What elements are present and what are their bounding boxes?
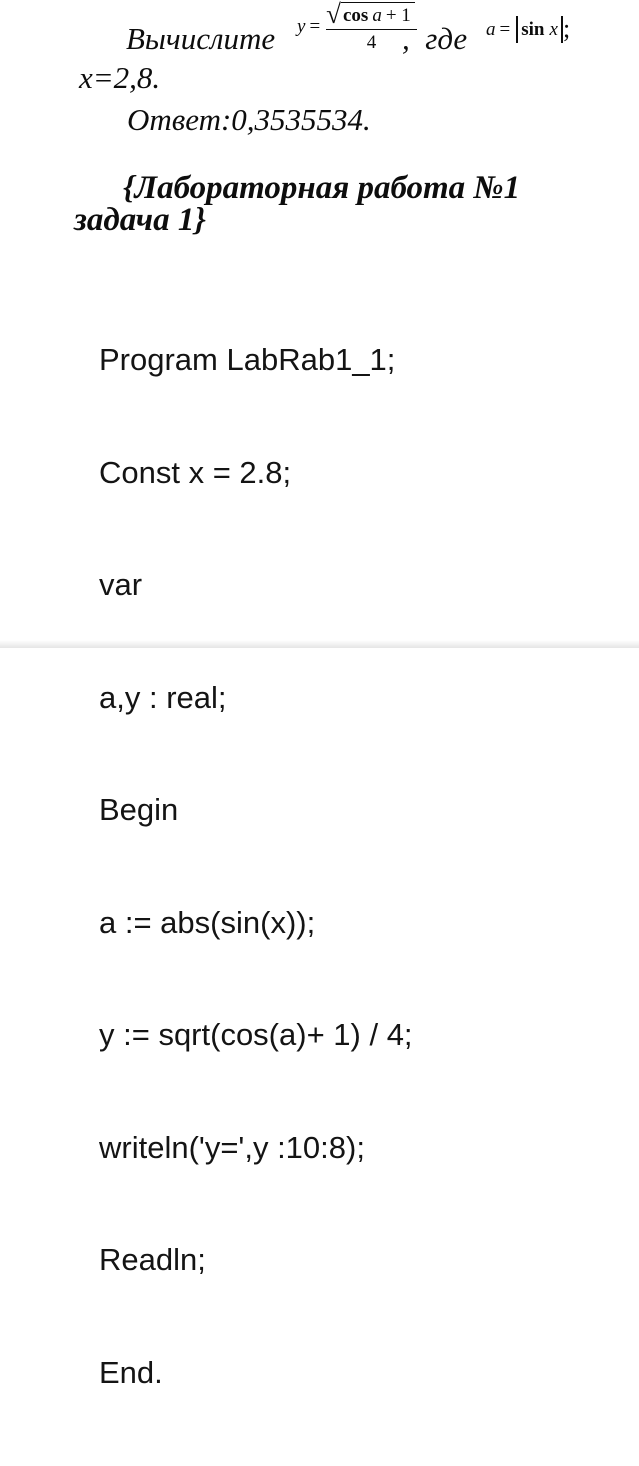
instruction-text: Вычислите: [126, 21, 276, 56]
code-line-readln: Readln;: [99, 1242, 206, 1277]
formula-a-lhs: a: [486, 18, 496, 40]
code-line-begin: Begin: [99, 792, 179, 827]
equals-sign: =: [499, 18, 511, 40]
equals-sign: =: [309, 16, 321, 37]
code-line-writeln: writeln('y=',y :10:8);: [99, 1129, 365, 1165]
radicand-variable: a: [372, 5, 382, 26]
code-line-var: var: [99, 567, 143, 602]
code-listing: [99, 266, 413, 1466]
answer-text: Ответ:0,3535534.: [127, 102, 371, 137]
formula-y-equation: [297, 1, 417, 53]
code-line-assign-y: y := sqrt(cos(a)+ 1) / 4;: [99, 1017, 413, 1052]
trailing-semicolon: ;: [563, 14, 571, 43]
sin-function: sin: [521, 18, 545, 40]
fraction-denominator: 4: [366, 32, 377, 53]
given-value-text: x=2,8.: [79, 60, 161, 95]
code-line-end: End.: [99, 1354, 163, 1390]
code-line-assign-a: a := abs(sin(x));: [99, 904, 316, 940]
lab-heading-line1: {Лабораторная работа №1: [123, 170, 521, 206]
formula-y-lhs: y: [297, 16, 306, 37]
radicand-rest: + 1: [385, 5, 411, 26]
abs-content: [518, 19, 561, 41]
formula-a-equation: [486, 16, 563, 43]
code-line-const: Const x = 2.8;: [99, 454, 292, 490]
code-line-program: Program LabRab1_1;: [99, 342, 396, 377]
absolute-value-group: [516, 16, 563, 43]
sqrt-icon: √: [326, 0, 341, 29]
code-line-declarations: a,y : real;: [99, 679, 227, 715]
cos-function: cos: [342, 5, 369, 26]
where-text: , где: [402, 21, 468, 56]
abs-variable: x: [549, 18, 558, 40]
lab-heading-line2: задача 1}: [74, 202, 206, 238]
